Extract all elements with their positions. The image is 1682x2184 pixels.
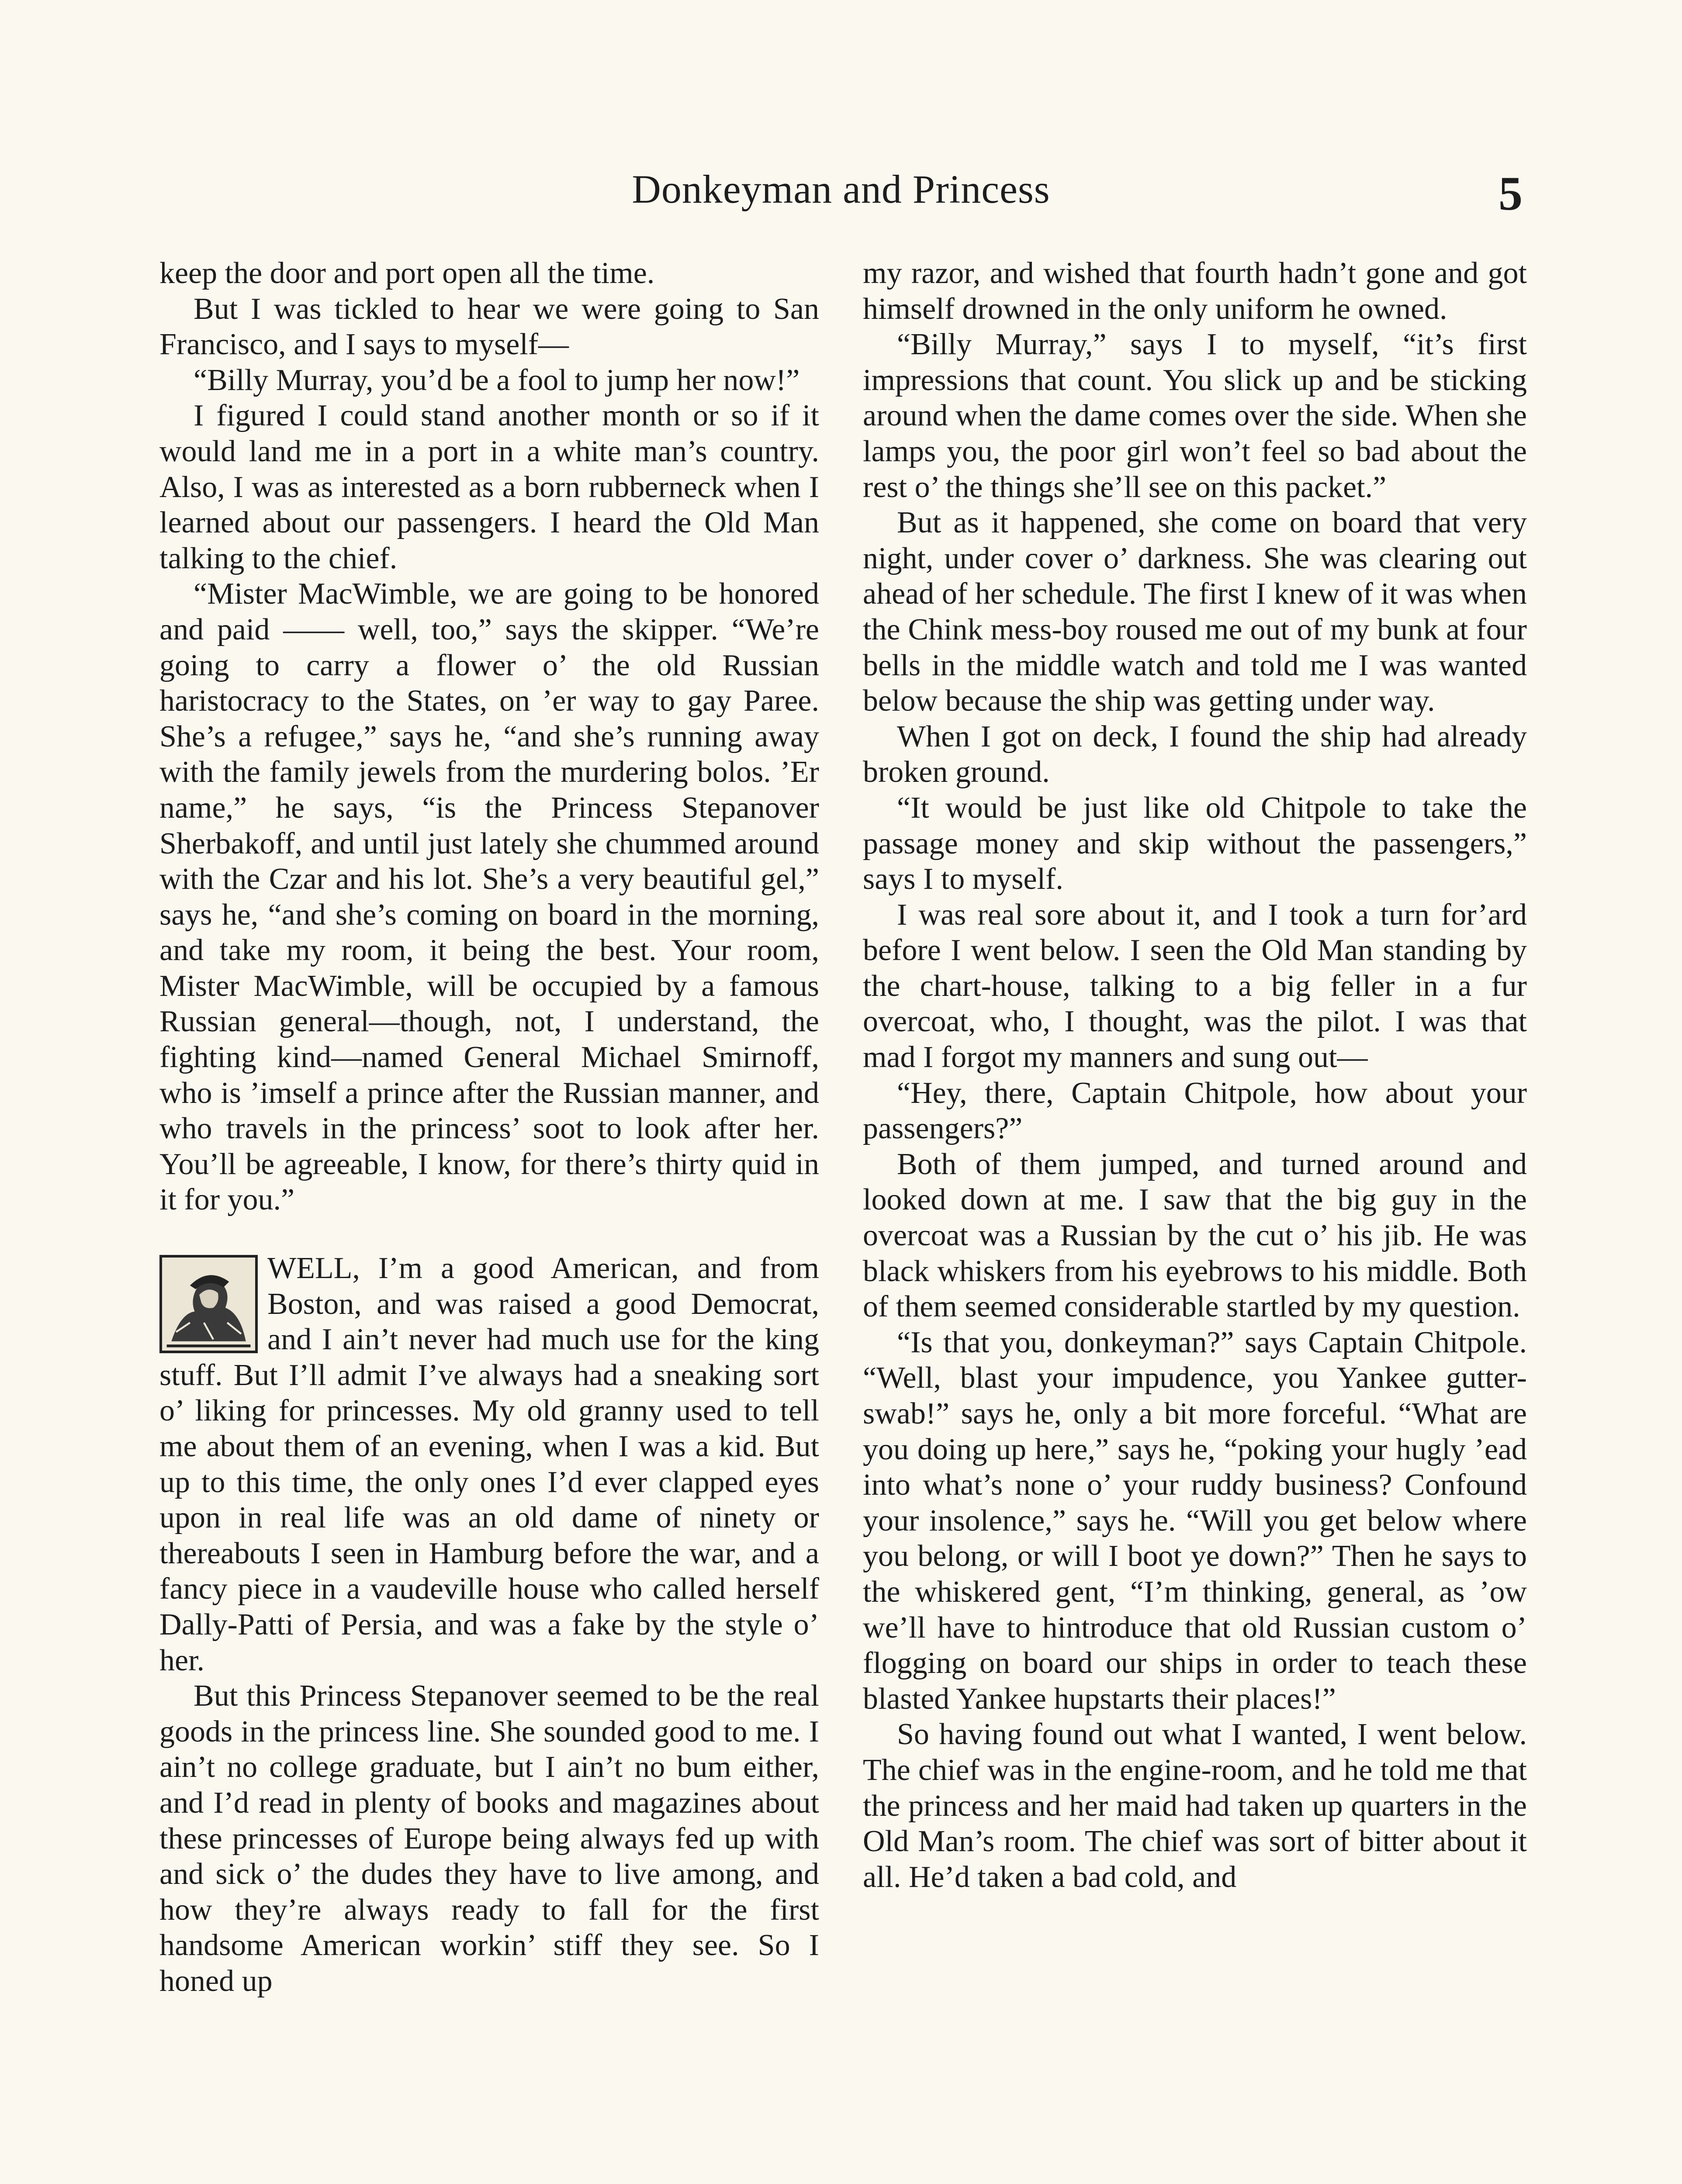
- paragraph: I figured I could stand another month or so if it would land me in a port in a white man’s country. Also, I was as interested as a born rubberneck when I learned about our passengers. I heard the Old Man talking to the chief.: [159, 399, 819, 575]
- dropcap-paragraph-wrap: [159, 1251, 819, 1678]
- paragraph: But this Princess Stepanover seemed to be the real goods in the princess line. She sounded good to me. I ain’t no college graduate, but I ain’t no bum either, and I’d read in plenty of books and magazines about these princesses of Europe being always fed up with and sick o’ the dudes they have to live among, and how they’re always ready to fall for the first handsome American workin’ stiff they see. So I honed up: [159, 1679, 819, 1998]
- paragraph: “Billy Murray, you’d be a fool to jump her now!”: [194, 363, 800, 397]
- paragraph: my razor, and wished that fourth hadn’t gone and got himself drowned in the only uniform he owned.: [863, 256, 1527, 326]
- right-column: [863, 256, 1527, 1895]
- paragraph: “Hey, there, Captain Chitpole, how about your passengers?”: [863, 1076, 1527, 1146]
- paragraph: When I got on deck, I found the ship had already broken ground.: [863, 719, 1527, 789]
- paragraph: “Mister MacWimble, we are going to be honored and paid —— well, too,” says the skipper. “We’re going to carry a flower o’ the old Russian haristocracy to the States, on ’er way to gay Paree. She’s a refugee,” says he, “and she’s running away with the family jewels from the murdering bolos. ’Er name,” he says, “is the Princess Stepanover Sherbakoff, and until just lately she chummed around with the Czar and his lot. She’s a very beautiful gel,” says he, “and she’s coming on board in the morning, and take my room, it being the best. Your room, Mister MacWimble, will be occupied by a famous Russian general—though, not, I understand, the fighting kind—named General Michael Smirnoff, who is ’imself a prince after the Russian manner, and who travels in the princess’ soot to look after her. You’ll be agreeable, I know, for there’s thirty quid in it for you.”: [159, 577, 819, 1217]
- paragraph: keep the door and port open all the time.: [159, 256, 655, 290]
- paragraph: “Is that you, donkeyman?” says Captain Chitpole. “Well, blast your impudence, you Yankee gutter-swab!” says he, only a bit more forceful. “What are you doing up here,” says he, “poking your hugly ’ead into what’s none o’ your ruddy business? Confound your insolence,” says he. “Will you get below where you belong, or will I boot ye down?” Then he says to the whiskered gent, “I’m thinking, general, as ’ow we’ll have to hintroduce that old Russian custom o’ flogging on board our ships in order to teach these blasted Yankee hupstarts their places!”: [863, 1325, 1527, 1716]
- woodcut-illustration-icon: [159, 1255, 258, 1353]
- paragraph: But as it happened, she come on board that very night, under cover o’ darkness. She was clearing out ahead of her schedule. The first I knew of it was when the Chink mess-boy roused me out of my bunk at four bells in the middle watch and told me I was wanted below because the ship was getting under way.: [863, 506, 1527, 718]
- paragraph: So having found out what I wanted, I went below. The chief was in the engine-room, and he told me that the princess and her maid had taken up quarters in the Old Man’s room. The chief was sort of bitter about it all. He’d taken a bad cold, and: [863, 1717, 1527, 1894]
- page-number: 5: [1499, 167, 1523, 220]
- paragraph: WELL, I’m a good American, and from Boston, and was raised a good Democrat, and I ain’t never had much use for the king stuff. But I’ll admit I’ve always had a sneaking sort o’ liking for princesses. My old granny used to tell me about them of an evening, when I was a kid. But up to this time, the only ones I’d ever clapped eyes upon in real life was an old dame of ninety or thereabouts I seen in Hamburg before the war, and a fancy piece in a vaudeville house who called herself Dally-Patti of Persia, and was a fake by the style o’ her.: [159, 1251, 819, 1677]
- paragraph: But I was tickled to hear we were going to San Francisco, and I says to myself—: [159, 292, 819, 362]
- paragraph: “It would be just like old Chitpole to take the passage money and skip without the passengers,” says I to myself.: [863, 791, 1527, 896]
- running-head-title: Donkeyman and Princess: [632, 167, 1050, 211]
- paragraph: “Billy Murray,” says I to myself, “it’s first impressions that count. You slick up and be sticking around when the dame comes over the side. When she lamps you, the poor girl won’t feel so bad about the rest o’ the things she’ll see on this packet.”: [863, 328, 1527, 504]
- paragraph: I was real sore about it, and I took a turn for’ard before I went below. I seen the Old Man standing by the chart-house, talking to a big feller in a fur overcoat, who, I thought, was the pilot. I was that mad I forgot my manners and sung out—: [863, 898, 1527, 1075]
- paragraph: Both of them jumped, and turned around and looked down at me. I saw that the big guy in the overcoat was a Russian by the cut o’ his jib. He was black whiskers from his eyebrows to his middle. Both of them seemed considerable startled by my question.: [863, 1147, 1527, 1324]
- left-column: [159, 256, 819, 1999]
